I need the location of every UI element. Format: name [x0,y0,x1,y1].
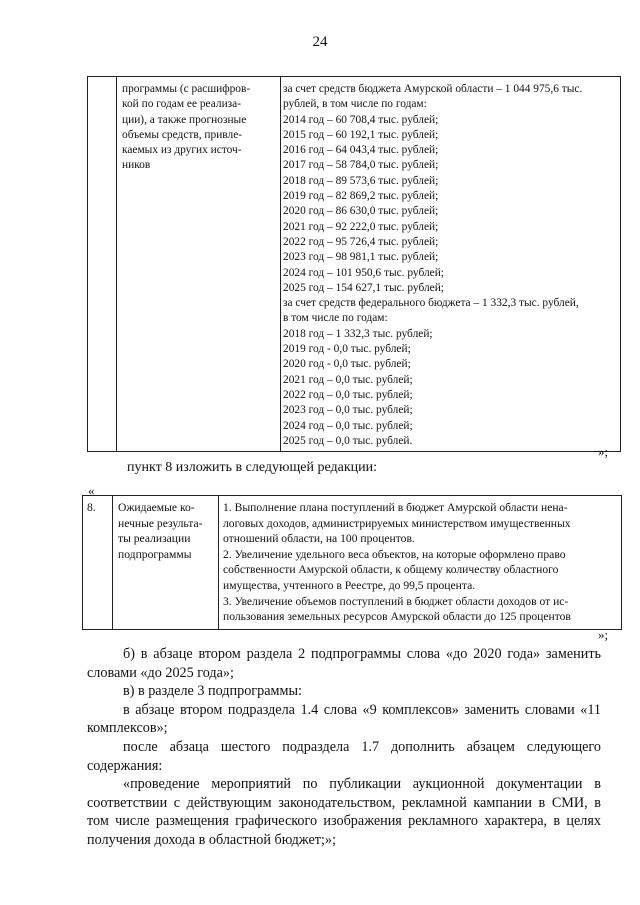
paragraph: б) в абзаце втором раздела 2 подпрограммы слова «до 2020 года» заменить словами «до 2025 года»; [87,646,601,681]
results-label-line: подпрограммы [118,547,192,561]
funding-line: за счет средств федерального бюджета – 1 332,3 тыс. рублей, [283,297,579,310]
funding-table-content-cell [281,77,621,452]
paragraph: «проведение мероприятий по публикации аукционной документации в соответствии с действующим законодательством, рекламной кампании в СМИ, в том числе размещения графического изображения рекламного характера, в целях получения дохода в областной бюджет;»; [87,776,601,848]
point8-intro: пункт 8 изложить в следующей редакции: [127,460,377,475]
results-label-line: нечные результа- [118,516,203,530]
funding-line: за счет средств бюджета Амурской области – 1 044 975,6 тыс. [283,83,583,95]
results-line: 1. Выполнение плана поступлений в бюджет Амурской области нена- [223,501,568,514]
paragraph: в абзаце втором подраздела 1.4 слова «9 комплексов» заменить словами «11 комплексов»; [87,701,601,737]
funding-line: 2020 год - 0,0 тыс. рублей; [283,358,411,371]
funding-line: 2018 год – 1 332,3 тыс. рублей; [283,327,433,340]
results-label-line: ты реализации [118,532,191,546]
funding-line: 2022 год – 0,0 тыс. рублей; [283,388,413,401]
funding-label-line: программы (с расшифров- [122,83,251,95]
funding-line: 2019 год - 0,0 тыс. рублей; [283,343,411,356]
results-line: логовых доходов, администрируемых министерством имущественных [223,516,571,530]
funding-line: 2021 год – 92 222,0 тыс. рублей; [283,220,439,233]
funding-line: в том числе по годам: [283,312,388,325]
closing-quote: »; [598,627,609,642]
funding-line: 2017 год – 58 784,0 тыс. рублей; [283,159,439,172]
funding-line: 2025 год – 0,0 тыс. рублей. [283,434,413,447]
funding-line: 2024 год – 0,0 тыс. рублей; [283,419,413,432]
results-content-cell [219,496,622,630]
results-line: 3. Увеличение объемов поступлений в бюджет области доходов от ис- [223,594,569,608]
results-line: имущества, учтенного в Реестре, до 99,5 процента. [223,578,476,592]
results-line: отношений области, на 100 процентов. [223,532,415,546]
funding-label-line: объемы средств, привле- [122,128,243,141]
funding-line: 2018 год – 89 573,6 тыс. рублей; [283,174,439,187]
results-line: пользования земельных ресурсов Амурской области до 125 процентов [223,610,571,624]
results-label-line: Ожидаемые ко- [118,501,195,514]
funding-line: 2022 год – 95 726,4 тыс. рублей; [283,235,439,248]
funding-label-line: кой по годам ее реализа- [122,98,242,111]
funding-table-empty-cell [88,77,117,452]
closing-quote: »; [598,444,609,459]
funding-line: 2023 год – 0,0 тыс. рублей; [283,404,413,417]
results-line: собственности Амурской области, к общему количеству областного [223,563,559,577]
amendment-text [87,645,601,850]
results-table [82,495,622,630]
funding-line: 2025 год – 154 627,1 тыс. рублей; [283,281,444,294]
funding-line: 2020 год – 86 630,0 тыс. рублей; [283,205,439,218]
funding-table-label-cell [117,77,281,452]
funding-line: 2016 год – 64 043,4 тыс. рублей; [283,144,439,157]
funding-line: рублей, в том числе по годам: [283,98,427,111]
paragraph: в) в разделе 3 подпрограммы: [123,683,302,700]
funding-line: 2015 год – 60 192,1 тыс. рублей; [283,128,439,141]
funding-line: 2014 год – 60 708,4 тыс. рублей; [283,113,439,126]
funding-label-line: ции), а также прогнозные [122,113,247,126]
funding-label-line: ников [122,159,151,172]
funding-label-line: каемых из других источ- [122,144,242,157]
results-line: 2. Увеличение удельного веса объектов, на которые оформлено право [223,547,566,561]
results-number-cell: 8. [83,496,113,630]
page-number: 24 [312,34,328,50]
opening-quote: « [88,483,95,498]
paragraph: после абзаца шестого подраздела 1.7 дополнить абзацем следующего содержания: [87,738,601,774]
funding-line: 2023 год – 98 981,1 тыс. рублей; [283,251,439,264]
funding-line: 2019 год – 82 869,2 тыс. рублей; [283,190,439,203]
funding-line: 2021 год – 0,0 тыс. рублей; [283,373,413,386]
results-label-cell [113,496,219,630]
funding-line: 2024 год – 101 950,6 тыс. рублей; [283,266,444,279]
funding-table [87,76,621,452]
